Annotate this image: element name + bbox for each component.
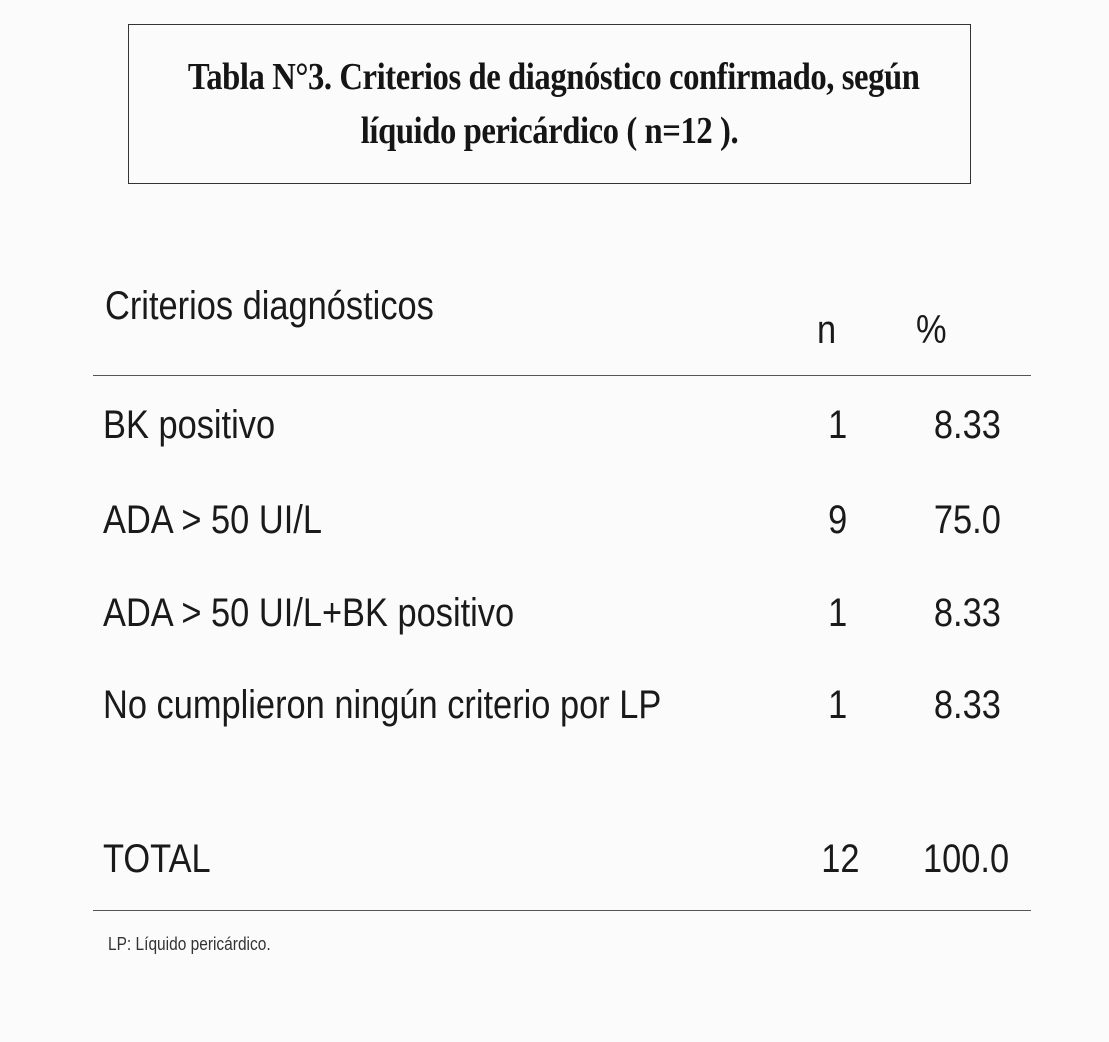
- footnote: LP: Líquido pericárdico.: [108, 934, 271, 954]
- bottom-rule: [93, 910, 1031, 911]
- row-n: 1: [827, 591, 847, 635]
- total-n: 12: [820, 837, 859, 881]
- row-label: BK positivo: [103, 403, 276, 447]
- total-label: TOTAL: [103, 837, 211, 881]
- row-label: ADA > 50 UI/L+BK positivo: [103, 591, 515, 635]
- row-n: 9: [827, 498, 847, 542]
- header-rule: [93, 375, 1031, 376]
- row-n: 1: [827, 683, 847, 727]
- row-percent: 8.33: [934, 403, 1001, 447]
- row-n: 1: [827, 403, 847, 447]
- header-percent: %: [916, 308, 947, 352]
- header-criteria: Criterios diagnósticos: [105, 284, 434, 328]
- table-title-line-2: líquido pericárdico ( n=12 ).: [360, 110, 739, 152]
- row-label: No cumplieron ningún criterio por LP: [103, 683, 662, 727]
- row-percent: 8.33: [934, 683, 1001, 727]
- row-percent: 8.33: [934, 591, 1001, 635]
- total-percent: 100.0: [922, 837, 1009, 881]
- table-title-box: [128, 24, 971, 184]
- header-n: n: [817, 308, 837, 352]
- table-title-line-1: Tabla N°3. Criterios de diagnóstico confirmado, según: [187, 56, 920, 98]
- row-percent: 75.0: [934, 498, 1001, 542]
- row-label: ADA > 50 UI/L: [103, 498, 322, 542]
